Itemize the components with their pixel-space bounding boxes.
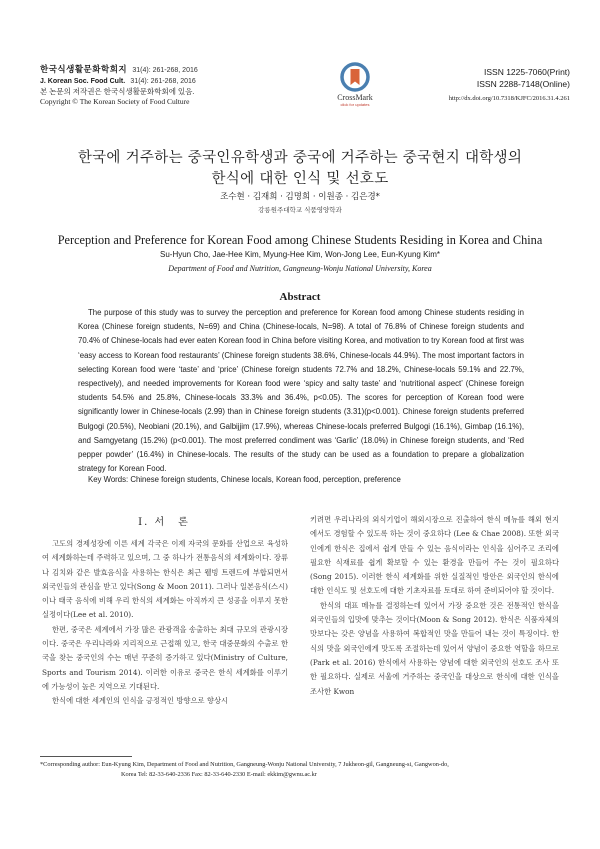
authors-en: Su-Hyun Cho, Jae-Hee Kim, Myung-Hee Kim, Won-Jong Lee, Eun-Kyung Kim* [160,250,440,259]
journal-name-en: J. Korean Soc. Food Cult. [40,78,126,85]
doi-link[interactable]: http://dx.doi.org/10.7318/KJFC/2016.31.4.261 [448,95,570,102]
abstract-heading: Abstract [279,291,321,303]
paragraph: 한편, 중국은 세계에서 가장 많은 관광객을 송출하는 최대 규모의 관광시장이다. 중국은 우리나라와 지리적으로 근접해 있고, 한국 대중문화의 수출로 한국을 찾는 중국인의 수는 매년 꾸준히 증가하고 있다(Ministry of Culture, Sports and Tourism 2014). 이러한 이유로 중국은 한식 세계화를 이루기에 가능성이 높은 지역으로 기대된다. [42,624,288,691]
footnote-line1: *Corresponding author: Eun-Kyung Kim, Department of Food and Nutrition, Gangneung-Wonju National University, 7 Jukheon-gil, Gangneung-si, Gangwon-do, [40,761,449,768]
footnote-line2: Korea Tel: 82-33-640-2336 Fax: 82-33-640-2330 E-mail: ekkim@gwnu.ac.kr [121,771,317,778]
journal-name-ko: 한국식생활문화학회지 [40,65,128,75]
paragraph: 키려면 우리나라의 외식기업이 해외시장으로 진출하여 한식 메뉴를 해외 현지에서도 경험할 수 있도록 하는 것이 중요하다 (Lee & Chae 2008). 또한 외국인에게 한식은 집에서 쉽게 만들 수 있는 음식이라는 인식을 심어주고 조리에 필요한 식재료를 쉽게 확보할 수 있는 환경을 만들어 주는 것이 필요하다(Song 2015). 이러한 한식 세계화를 위한 실질적인 방안은 외국인의 한식에 대한 인식도 및 선호도에 대한 기초자료를 토대로 하여 준비되어야 할 것이다. [310,515,559,596]
affiliation-ko: 강릉원주대학교 식품영양학과 [258,206,342,214]
paragraph: 한식의 대표 메뉴를 결정하는데 있어서 가장 중요한 것은 전통적인 한식을 외국인들의 입맛에 맞추는 것이다(Moon & Song 2012). 한식은 식품자체의 맛보다는 갖은 양념을 사용하여 복합적인 맛을 만들어 내는 것이 특징이다. 한식의 맛을 외국인에게 맛도록 조절하는데 있어서 양념이 중요한 역할을 하므로(Park et al. 2016) 한식에서 사용하는 양념에 대한 외국인의 선호도 조사 또한 필요하다. 실제로 서울에 거주하는 중국인을 대상으로 한식에 대한 인식을 조사한 Kwon [310,600,559,696]
paragraph: 고도의 경제성장에 이른 세계 각국은 이제 자국의 문화를 산업으로 육성하여 세계화하는데 주력하고 있으며, 그 중 하나가 전통음식의 세계화이다. 장류나 김치와 같은 발효음식을 사용하는 한식은 최근 웰빙 트렌드에 부합되면서 외국인들의 관심을 받고 있다(Song & Moon 2011). 그러나 일본음식(스시)이나 태국 음식에 비해 우리 한식의 세계화는 아직까지 큰 성공을 이루지 못한 실정이다(Lee et al. 2010). [42,539,288,620]
issn-online: ISSN 2288-7148(Online) [476,79,570,89]
journal-volume-ko: 31(4): 261-268, 2016 [132,67,198,74]
journal-info [40,65,198,107]
paper-title-en: Perception and Preference for Korean Food among Chinese Students Residing in Korea and China [57,233,543,247]
issn-print: ISSN 1225-7060(Print) [484,67,570,77]
copyright-ko: 본 논문의 저작권은 한국식생활문화학회에 있음. [40,87,195,96]
corresponding-author-footnote [40,760,570,780]
issn-block [400,66,570,90]
title-ko-line2: 한식에 대한 인식 및 선호도 [211,171,389,187]
authors-ko: 조수현 · 김재희 · 김명희 · 이원종 · 김은경* [220,192,380,202]
keywords: Key Words: Chinese foreign students, Chinese locals, Korean food, perception, preference [88,475,401,484]
abstract-text: The purpose of this study was to survey the perception and preference for Korean food among Chinese students residing in Korea (Chinese foreign students, N=69) and China (Chinese-locals, N=98). A total of 76.8% of Chinese foreign students and 70.4% of Chinese-locals had ever eaten Korean food in China before visiting Korea, and motivation to try Korean food at first was ‘easy access to Korean food restaurants’ (Chinese foreign students 38.6%, Chinese-locals 44.9%). The most important factors in selecting Korean food were ‘taste’ and ‘price’ (Chinese foreign students 72.7% and 18.2%, Chinese-locals 59.1% and 22.7%, respectively), and needed improvements for Korean food were ‘spicy and salty taste’ and ‘nutritional aspect’ (Chinese foreign students 54.5% and 25.8%, Chinese-locals 33.3% and 36.4%, p<0.05). The scores for perception of Korean food were significantly lower in Chinese-locals (2.99) than in Chinese foreign students (3.31)(p<0.001). Chinese foreign students preferred Bulgogi (20.5%), Neobiani (20.1%), and Galbijjim (17.9%), whereas Chinese-locals preferred Bulgogi (16.1%), Gimbap (16.1%), and Samgyetang (15.2%) (p<0.001). The most preferred condiment was ‘Garlic’ (18.0%) in Chinese foreign students, and ‘Red pepper powder’ (16.4%) in Chinese-locals. The results of the study can be used as a foundation to prepare a globalization strategy for Korean Food. [78,308,524,474]
journal-en-line [40,76,198,87]
section-heading-introduction: I. 서 론 [138,517,190,528]
journal-volume-en: 31(4): 261-268, 2016 [130,78,196,85]
journal-ko-line [40,65,198,76]
body-column-left [42,537,288,709]
crossmark-label: CrossMark [337,93,373,102]
crossmark-sub: click for updates [340,102,370,107]
affiliation-en: Department of Food and Nutrition, Gangneung-Wonju National University, Korea [168,264,432,273]
body-column-right [310,513,559,699]
paper-title-ko [40,148,560,190]
crossmark-icon [340,62,370,92]
paragraph: 한식에 대한 세계인의 인식을 긍정적인 방향으로 향상시 [52,696,229,706]
copyright-en: Copyright © The Korean Society of Food Culture [40,97,190,106]
title-ko-line1: 한국에 거주하는 중국인유학생과 중국에 거주하는 중국현지 대학생의 [77,150,523,166]
footnote-divider [40,756,132,757]
